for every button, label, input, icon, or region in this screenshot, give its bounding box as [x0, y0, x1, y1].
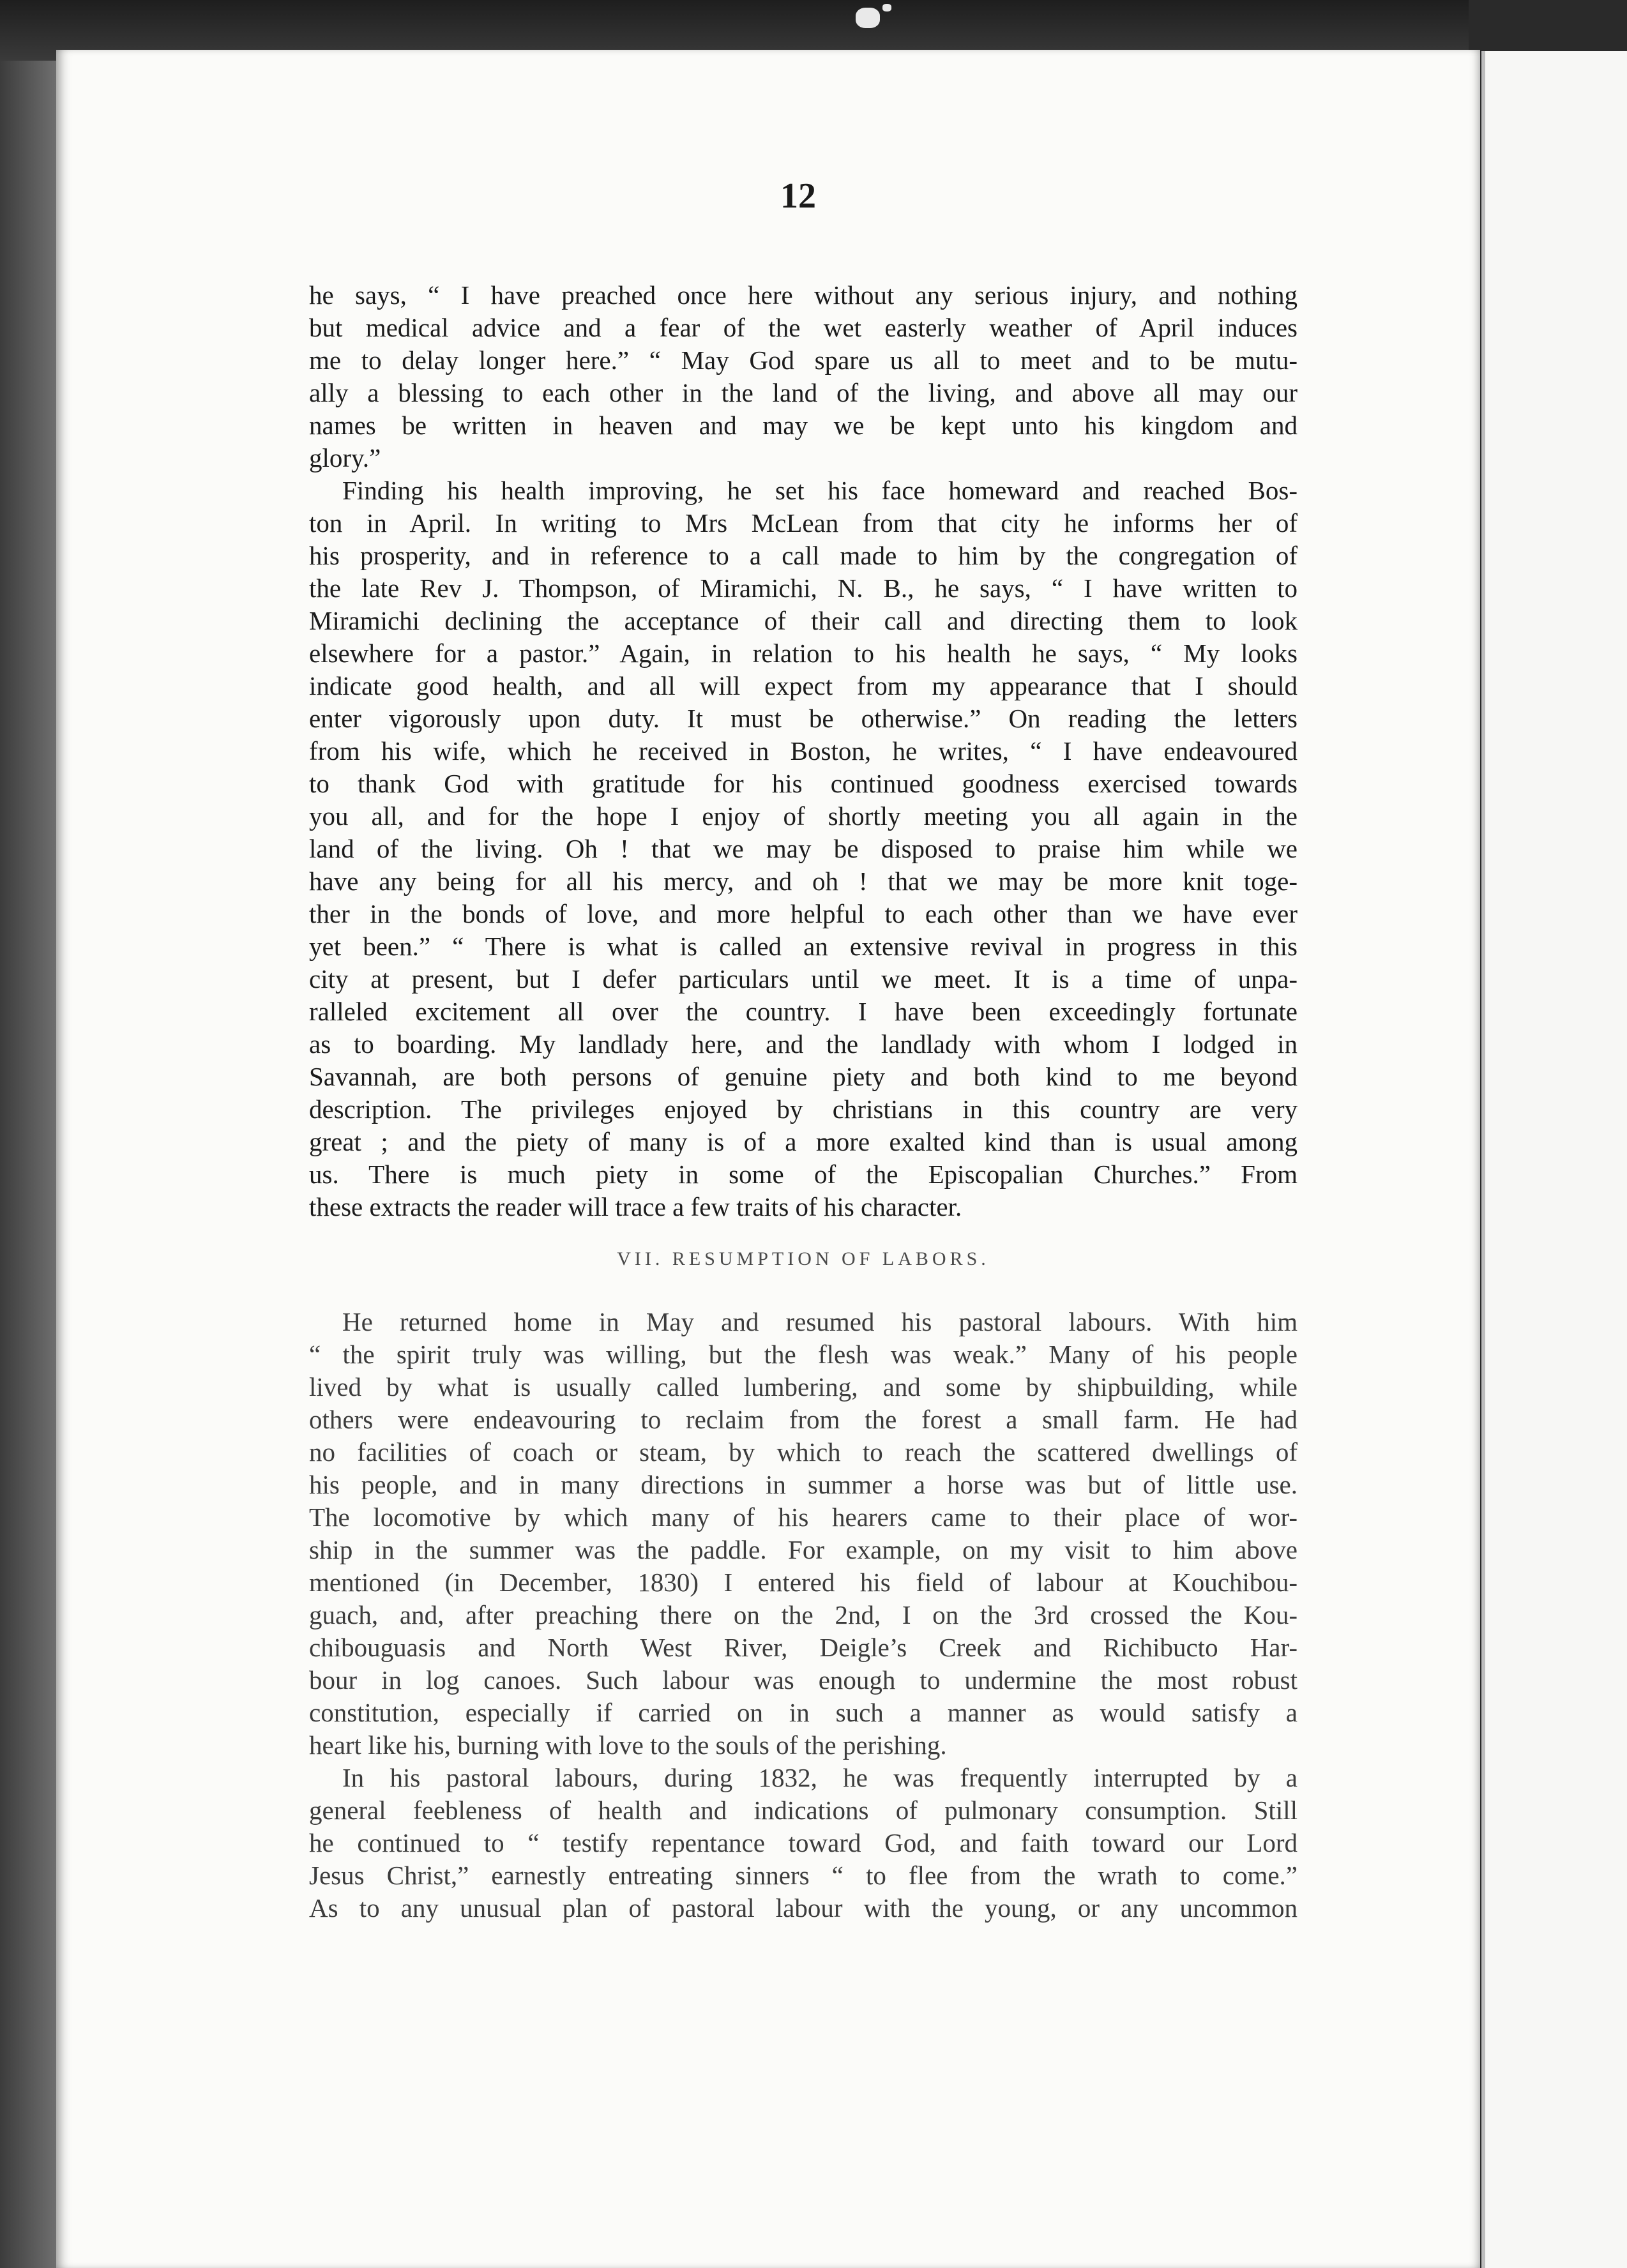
text-line: the late Rev J. Thompson, of Miramichi, N. B., he says, “ I have written to — [309, 573, 1298, 603]
scanner-edge-left — [0, 61, 57, 2268]
text-line: these extracts the reader will trace a few traits of his character. — [309, 1192, 962, 1221]
text-line: but medical advice and a fear of the wet easterly weather of April induces — [309, 313, 1298, 342]
scan-speck — [856, 8, 880, 28]
text-line: ralleled excitement all over the country. I have been exceedingly fortunate — [309, 997, 1298, 1026]
text-line: As to any unusual plan of pastoral labour with the young, or any uncommon — [309, 1893, 1298, 1923]
text-line: glory.” — [309, 443, 381, 472]
text-line: he says, “ I have preached once here without any serious injury, and nothing — [309, 280, 1298, 310]
text-line: bour in log canoes. Such labour was enough to undermine the most robust — [309, 1665, 1298, 1695]
text-line: Jesus Christ,” earnestly entreating sinners “ to flee from the wrath to come.” — [309, 1861, 1298, 1890]
facing-page-edge — [1481, 51, 1627, 2268]
text-line: guach, and, after preaching there on the 2nd, I on the 3rd crossed the Kou- — [309, 1600, 1298, 1629]
text-line: enter vigorously upon duty. It must be otherwise.” On reading the letters — [309, 704, 1298, 733]
text-line: “ the spirit truly was willing, but the flesh was weak.” Many of his people — [309, 1340, 1298, 1369]
text-line: city at present, but I defer particulars until we meet. It is a time of unpa- — [309, 964, 1298, 994]
text-line: lived by what is usually called lumbering, and some by shipbuilding, while — [309, 1372, 1298, 1402]
text-line: description. The privileges enjoyed by christians in this country are very — [309, 1094, 1298, 1124]
text-line: as to boarding. My landlady here, and the landlady with whom I lodged in — [309, 1029, 1298, 1059]
text-line: ally a blessing to each other in the land of the living, and above all may our — [309, 378, 1298, 407]
text-line: constitution, especially if carried on in such a manner as would satisfy a — [309, 1698, 1298, 1727]
text-line: heart like his, burning with love to the souls of the perishing. — [309, 1730, 947, 1760]
paragraph — [309, 279, 1298, 474]
paragraph — [309, 1762, 1298, 1924]
text-line: no facilities of coach or steam, by which to reach the scattered dwellings of — [309, 1437, 1298, 1467]
text-line: his people, and in many directions in summer a horse was but of little use. — [309, 1470, 1298, 1499]
text-line: others were endeavouring to reclaim from the forest a small farm. He had — [309, 1405, 1298, 1434]
text-line: me to delay longer here.” “ May God spare us all to meet and to be mutu- — [309, 345, 1298, 375]
text-line: yet been.” “ There is what is called an extensive revival in progress in this — [309, 932, 1298, 961]
section-heading: VII. RESUMPTION OF LABORS. — [617, 1248, 990, 1269]
text-line: you all, and for the hope I enjoy of shortly meeting you all again in the — [309, 801, 1298, 831]
text-line: ton in April. In writing to Mrs McLean from that city he informs her of — [309, 508, 1298, 538]
text-line: names be written in heaven and may we be kept unto his kingdom and — [309, 411, 1298, 440]
text-line: us. There is much piety in some of the Episcopalian Churches.” From — [309, 1160, 1298, 1189]
text-line: He returned home in May and resumed his pastoral labours. With him — [342, 1307, 1298, 1336]
text-line: chibouguasis and North West River, Deigle’s Creek and Richibucto Har- — [309, 1633, 1298, 1662]
text-line: Finding his health improving, he set his face homeward and reached Bos- — [342, 476, 1298, 505]
text-line: mentioned (in December, 1830) I entered his field of labour at Kouchibou- — [309, 1568, 1298, 1597]
paragraph — [309, 474, 1298, 1223]
text-line: great ; and the piety of many is of a more exalted kind than is usual among — [309, 1127, 1298, 1156]
text-line: Savannah, are both persons of genuine piety and both kind to me beyond — [309, 1062, 1298, 1091]
text-line: he continued to “ testify repentance toward God, and faith toward our Lord — [309, 1828, 1298, 1857]
paragraph — [309, 1306, 1298, 1762]
text-line: elsewhere for a pastor.” Again, in relation to his health he says, “ My looks — [309, 639, 1298, 668]
text-line: ther in the bonds of love, and more helpful to each other than we have ever — [309, 899, 1298, 928]
text-line: his prosperity, and in reference to a call made to him by the congregation of — [309, 541, 1298, 570]
text-line: indicate good health, and all will expect from my appearance that I should — [309, 671, 1298, 700]
scan-speck — [882, 4, 891, 11]
page-number: 12 — [780, 176, 816, 216]
text-line: The locomotive by which many of his hearers came to their place of wor- — [309, 1502, 1298, 1532]
text-line: ship in the summer was the paddle. For example, on my visit to him above — [309, 1535, 1298, 1564]
text-line: In his pastoral labours, during 1832, he was frequently interrupted by a — [342, 1763, 1298, 1792]
text-line: land of the living. Oh ! that we may be disposed to praise him while we — [309, 834, 1298, 863]
text-line: to thank God with gratitude for his continued goodness exercised towards — [309, 769, 1298, 798]
text-line: general feebleness of health and indications of pulmonary consumption. Still — [309, 1796, 1298, 1825]
text-line: Miramichi declining the acceptance of their call and directing them to look — [309, 606, 1298, 635]
text-line: have any being for all his mercy, and oh ! that we may be more knit toge- — [309, 866, 1298, 896]
text-line: from his wife, which he received in Boston, he writes, “ I have endeavoured — [309, 736, 1298, 766]
